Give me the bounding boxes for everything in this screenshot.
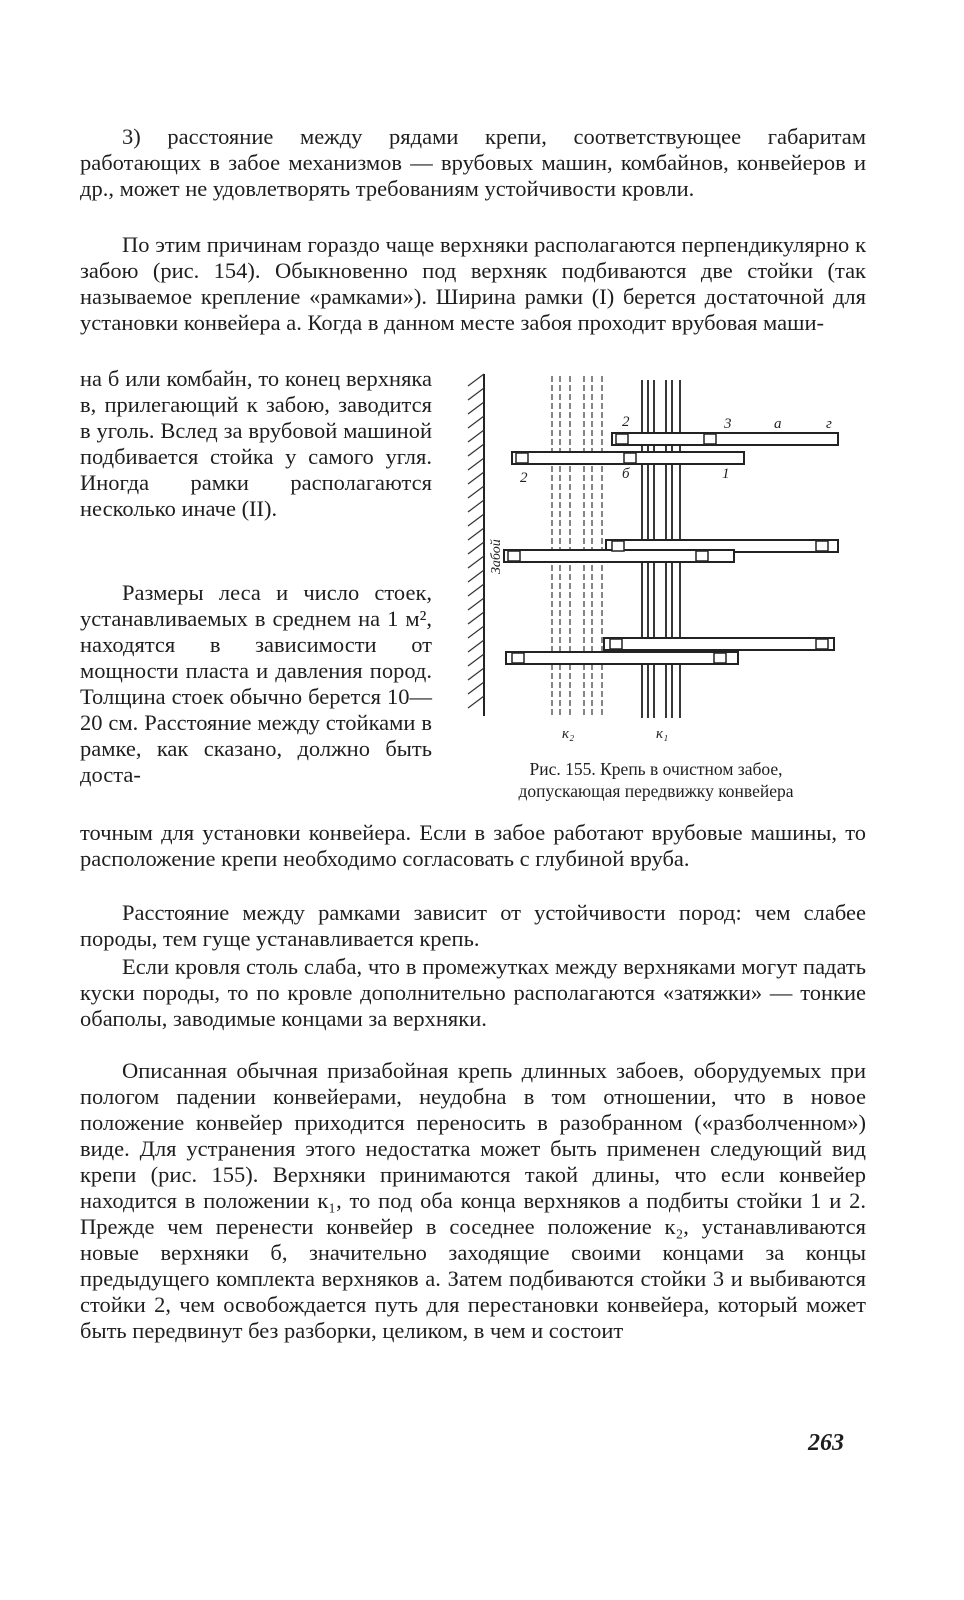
page-number: 263: [808, 1430, 844, 1456]
figure-caption: [456, 758, 856, 802]
conveyor-k2: [552, 376, 602, 718]
label-b: б: [622, 466, 630, 482]
paragraph-4-continued: точным для установки конвейера. Если в забое работают врубовые машины, то расположение крепи необходимо согласовать с глубиной вруба.: [80, 820, 866, 871]
paragraph-2: По этим причинам гораздо чаще верхняки располагаются перпендикулярно к забою (рис. 154). Обыкновенно под верхняк подбиваются две стойки (так называемое крепление «рамками»). Ширина рамки (I) берется достаточной для установки конвейера а. Когда в данном месте забоя проходит врубовая маши-: [80, 232, 866, 335]
label-3: 3: [724, 416, 732, 432]
paragraph-7: Описанная обычная призабойная крепь длинных забоев, оборудуемых при пологом падении конвейерами, неудобна в том отношении, что в новое положение конвейер приходится переносить в разобранном («разболченном») виде. Для устранения этого недостатка может быть применен следующий вид крепи (рис. 155). Верхняки принимаются такой длины, что если конвейер находится в положении к₁, то под оба конца верхняков а подбиты стойки 1 и 2. Прежде чем перенести конвейер в соседнее положение к₂, устанавливаются новые верхняки б, значительно заходящие своими концами за концы предыдущего комплекта верхняков а. Затем подбиваются стойки 3 и выбиваются стойки 2, чем освобождается путь для перестановки конвейера, который может быть передвинут без разборки, целиком, в чем и состоит: [80, 1058, 866, 1343]
label-g: г: [826, 416, 832, 432]
paragraph-4: Размеры леса и число стоек, устанавливаемых в среднем на 1 м², находятся в зависимости от мощности пласта и давления пород. Толщина стоек обычно берется 10—20 см. Расстояние между стойками в рамке, как сказано, должно быть доста-: [80, 580, 432, 787]
label-k2: к₂: [562, 726, 575, 742]
roof-bars: [504, 433, 838, 664]
caption-line-2: допускающая передвижку конвейера: [518, 781, 794, 801]
figure-155: [456, 366, 876, 806]
label-2-top: 2: [622, 414, 630, 430]
paragraph-5: Расстояние между рамками зависит от устойчивости пород: чем слабее породы, тем гуще устанавливается крепь.: [80, 900, 866, 951]
paragraph-1: 3) расстояние между рядами крепи, соответствующее габаритам работающих в забое механизмов — врубовых машин, комбайнов, конвейеров и др., может не удовлетворять требованиям устойчивости кровли.: [80, 124, 866, 201]
label-a: а: [774, 416, 782, 432]
caption-line-1: Рис. 155. Крепь в очистном забое,: [529, 759, 783, 779]
paragraph-6: Если кровля столь слаба, что в промежутках между верхняками могут падать куски породы, то по кровле дополнительно располагаются «затяжки» — тонкие обаполы, заводимые концами за верхняки.: [80, 954, 866, 1031]
support-diagram: [456, 366, 876, 756]
coal-face-wall: [468, 374, 484, 716]
paragraph-3: на б или комбайн, то конец верхняка в, прилегающий к забою, заводится в уголь. Вслед за врубовой машиной подбивается стойка у самого угля. Иногда рамки располагаются несколько иначе (II).: [80, 366, 432, 521]
label-2-left: 2: [520, 470, 528, 486]
label-k1: к₁: [656, 726, 669, 742]
label-1: 1: [722, 466, 730, 482]
wall-label: Забой: [489, 539, 504, 574]
